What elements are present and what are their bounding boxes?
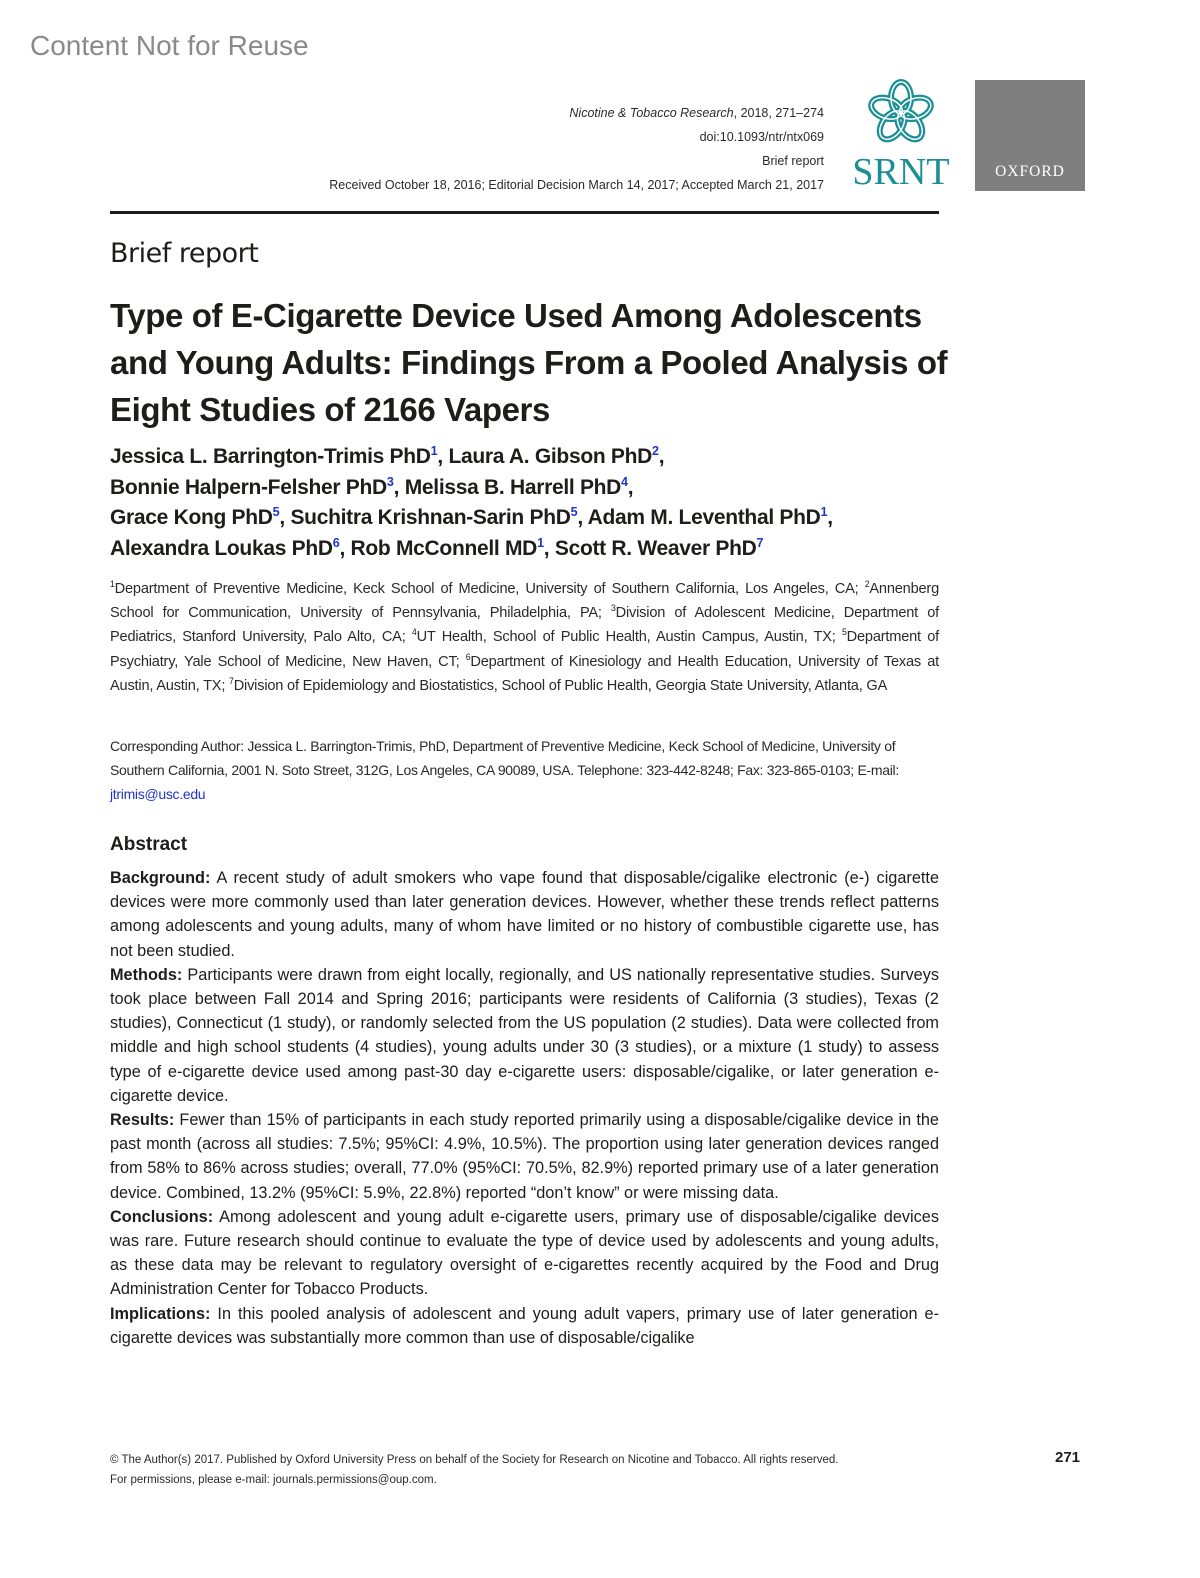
author-name: Alexandra Loukas PhD bbox=[110, 536, 333, 560]
author-name: Grace Kong PhD bbox=[110, 506, 273, 529]
journal-info bbox=[329, 101, 824, 197]
affiliation-text: Department of Psychiatry, Yale School of Medicine, New Haven, CT; bbox=[110, 629, 940, 670]
author-affiliation-marker: 6 bbox=[332, 535, 340, 550]
journal-name: Nicotine & Tobacco Research bbox=[569, 106, 734, 120]
corresponding-author bbox=[110, 734, 939, 807]
author-separator: , bbox=[577, 506, 588, 529]
abstract-section bbox=[110, 1205, 939, 1302]
affiliation-marker: 4 bbox=[411, 627, 417, 638]
abstract-section-label: Implications: bbox=[110, 1304, 211, 1323]
author-name: Adam M. Leventhal PhD bbox=[587, 506, 821, 529]
author-separator: , bbox=[658, 445, 665, 468]
abstract-section-text: Fewer than 15% of participants in each study reported primarily using a disposable/cigalike device in the past month (across all studies: 7.5%; 95%CI: 4.9%, 10.5%). The proportion using later generation devices ranged from 58% to 86% across studies; overall, 77.0% (95%CI: 70.5%, 82.9%) reported primary use of a later generation device. Combined, 13.2% (95%CI: 5.9%, 22.8%) reported “don’t know” or were missing data. bbox=[110, 1111, 939, 1202]
affiliation-marker: 3 bbox=[610, 603, 616, 614]
affiliation-marker: 1 bbox=[110, 579, 115, 590]
watermark: Content Not for Reuse bbox=[30, 30, 309, 61]
author-list bbox=[110, 442, 950, 564]
srnt-wordmark: SRNT bbox=[852, 151, 950, 193]
abstract-section-label: Results: bbox=[110, 1111, 175, 1130]
author-affiliation-marker: 1 bbox=[430, 444, 438, 458]
affiliation-text: Annenberg School for Communication, University of Pennsylvania, Philadelphia, PA; bbox=[110, 581, 939, 622]
journal-citation: , 2018, 271–274 bbox=[733, 106, 824, 120]
article-type: Brief report bbox=[762, 154, 824, 168]
affiliation-marker: 7 bbox=[229, 675, 234, 686]
author-affiliation-marker: 3 bbox=[386, 474, 394, 489]
author-affiliation-marker: 5 bbox=[272, 505, 280, 519]
author-separator: , bbox=[437, 445, 449, 468]
section-label: Brief report bbox=[110, 238, 259, 269]
affiliation-marker: 2 bbox=[864, 579, 870, 590]
page-number: 271 bbox=[1055, 1449, 1081, 1466]
author-name: Rob McConnell MD bbox=[350, 536, 538, 560]
affiliations bbox=[110, 577, 939, 698]
author-affiliation-marker: 5 bbox=[570, 505, 578, 519]
author-affiliation-marker: 1 bbox=[820, 505, 828, 519]
author-name: Melissa B. Harrell PhD bbox=[404, 475, 622, 499]
affiliation-text: UT Health, School of Public Health, Austin Campus, Austin, TX; bbox=[416, 629, 842, 646]
abstract-section bbox=[110, 1108, 939, 1205]
srnt-logo bbox=[846, 78, 956, 193]
author-separator: , bbox=[827, 506, 833, 529]
affiliation-text: Department of Preventive Medicine, Keck School of Medicine, University of Southern California, Los Angeles, CA; bbox=[114, 581, 865, 597]
footer bbox=[110, 1450, 960, 1490]
affiliation-marker: 6 bbox=[465, 651, 471, 662]
abstract-section bbox=[110, 1302, 939, 1350]
author-separator: , bbox=[393, 475, 405, 499]
author-name: Laura A. Gibson PhD bbox=[448, 445, 653, 468]
corresponding-text: Corresponding Author: Jessica L. Barrington-Trimis, PhD, Department of Preventive Medicine, Keck School of Medicine, University of Southern California, 2001 N. Soto Street, 312G, Los Angeles, CA 90089, USA. Telephone: 323-442-8248; Fax: 323-865-0103; E-mail: bbox=[110, 738, 899, 779]
citation-line bbox=[329, 101, 824, 125]
abstract-section-text: Participants were drawn from eight locally, regionally, and US nationally representative studies. Surveys took place between Fall 2014 and Spring 2016; participants were residents of California (3 studies), Texas (2 studies), Connecticut (1 study), or randomly selected from the US population (2 studies). Data were collected from middle and high school students (4 studies), young adults under 30 (3 studies), or a mixture (1 study) to assess type of e-cigarette device used among past-30 day e-cigarette users: disposable/cigalike, or later generation e-cigarette device. bbox=[110, 965, 939, 1105]
abstract-section-text: In this pooled analysis of adolescent and young adult vapers, primary use of later generation e-cigarette devices was substantially more common than use of disposable/cigalike bbox=[110, 1304, 939, 1347]
author-name: Jessica L. Barrington-Trimis PhD bbox=[110, 445, 431, 468]
author-name: Suchitra Krishnan-Sarin PhD bbox=[290, 506, 571, 529]
author-separator: , bbox=[339, 536, 351, 560]
abstract-section-label: Conclusions: bbox=[110, 1207, 214, 1226]
author-affiliation-marker: 7 bbox=[756, 535, 764, 550]
corresponding-email-link[interactable]: jtrimis@usc.edu bbox=[110, 786, 206, 803]
abstract-section-text: A recent study of adult smokers who vape found that disposable/cigalike electronic (e-) cigarette devices were more commonly used than later generation devices. However, whether these trends reflect patterns among adolescents and young adults, many of whom have limited or no history of combustible cigarette use, has not been studied. bbox=[110, 869, 939, 960]
author-separator: , bbox=[279, 506, 291, 529]
article-title: Type of E-Cigarette Device Used Among Adolescents and Young Adults: Findings From a Pooled Analysis of Eight Studies of 2166 Vapers bbox=[110, 297, 948, 428]
permissions-notice: For permissions, please e-mail: journals.permissions@oup.com. bbox=[110, 1474, 437, 1486]
abstract-section-label: Background: bbox=[110, 869, 211, 887]
abstract-section-text: Among adolescent and young adult e-cigarette users, primary use of disposable/cigalike devices was rare. Future research should continue to evaluate the type of device used by adolescents and young adults, as these data may be relevant to regulatory oversight of e-cigarettes recently acquired by the Food and Drug Administration Center for Tobacco Products. bbox=[110, 1207, 939, 1299]
affiliation-text: Division of Adolescent Medicine, Department of Pediatrics, Stanford University, Palo Alto, CA; bbox=[110, 605, 939, 646]
affiliation-text: Department of Kinesiology and Health Education, University of Texas at Austin, Austin, TX; bbox=[110, 653, 939, 694]
copyright-notice: © The Author(s) 2017. Published by Oxford University Press on behalf of the Society for Research on Nicotine and Tobacco. All rights reserved. bbox=[110, 1454, 839, 1466]
abstract-body bbox=[110, 866, 939, 1350]
affiliation-text: Division of Epidemiology and Biostatistics, School of Public Health, Georgia State University, Atlanta, GA bbox=[233, 677, 888, 694]
abstract-section bbox=[110, 866, 939, 963]
oxford-logo bbox=[975, 80, 1085, 191]
author-separator: , bbox=[627, 475, 634, 499]
publication-dates: Received October 18, 2016; Editorial Decision March 14, 2017; Accepted March 21, 2017 bbox=[329, 178, 824, 192]
author-name: Bonnie Halpern-Felsher PhD bbox=[110, 475, 387, 499]
author-affiliation-marker: 2 bbox=[652, 444, 659, 458]
header-rule bbox=[110, 211, 939, 214]
affiliation-marker: 5 bbox=[841, 627, 847, 638]
author-name: Scott R. Weaver PhD bbox=[554, 536, 757, 560]
abstract-section bbox=[110, 963, 939, 1108]
author-affiliation-marker: 1 bbox=[537, 535, 544, 550]
author-affiliation-marker: 4 bbox=[621, 474, 628, 489]
doi: doi:10.1093/ntr/ntx069 bbox=[699, 130, 824, 144]
srnt-knot-icon bbox=[866, 78, 936, 148]
author-separator: , bbox=[543, 536, 555, 560]
abstract-section-label: Methods: bbox=[110, 965, 183, 984]
abstract-heading: Abstract bbox=[110, 834, 188, 855]
oxford-wordmark: OXFORD bbox=[995, 163, 1065, 180]
